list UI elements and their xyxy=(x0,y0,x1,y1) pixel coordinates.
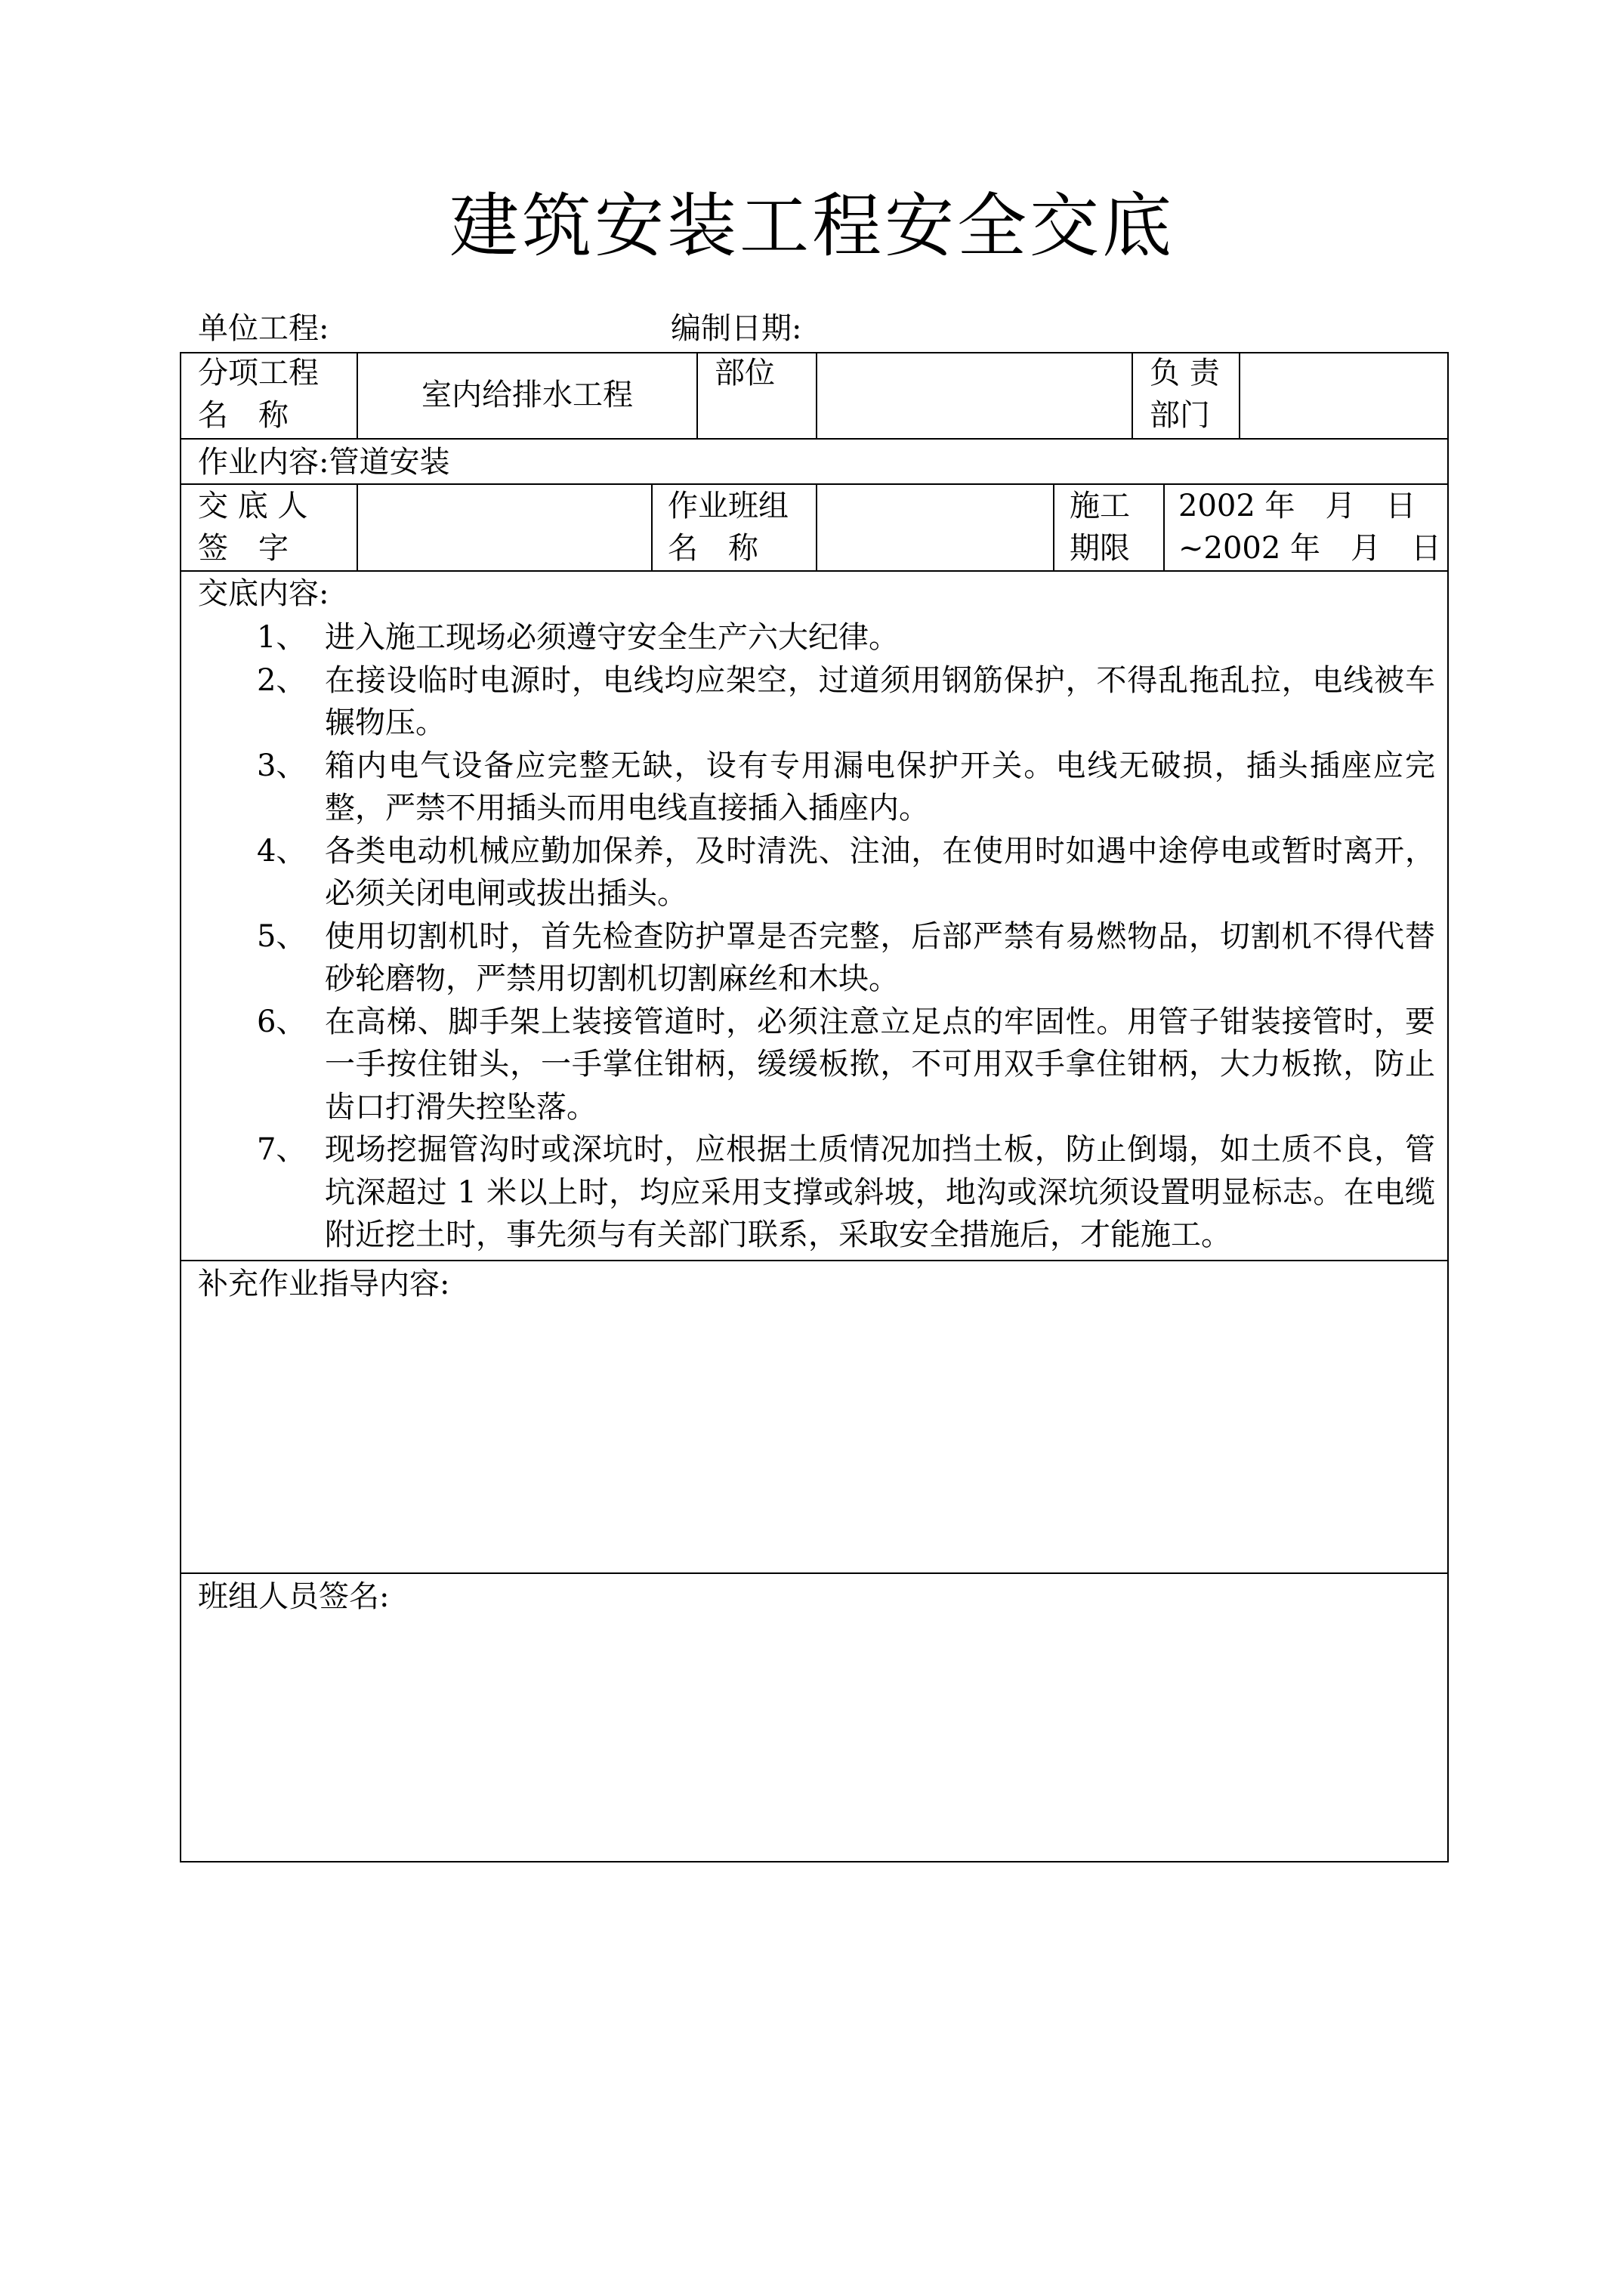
list-item: 1、 进入施工现场必须遵守安全生产六大纪律。 xyxy=(257,620,899,655)
col-divider xyxy=(357,483,358,570)
list-item: 7、 现场挖掘管沟时或深坑时，应根据土质情况加挡土板，防止倒塌，如土质不良，管坑深超过 1 米以上时，均应采用支撑或斜坡，地沟或深坑须设置明显标志。在电缆附近挖土时，事先须与有关部门联系，采取安全措施后，才能施工。 xyxy=(257,1132,1435,1252)
row-divider xyxy=(180,1260,1449,1261)
safety-items-list xyxy=(257,616,1435,1257)
content-label: 交底内容: xyxy=(198,576,329,611)
sub-project-label: 分项工程 名 称 xyxy=(198,356,319,433)
work-content xyxy=(198,441,449,483)
period-value: 2002 年 月 日 ~2002 年 月 日 xyxy=(1178,489,1442,566)
supplement-label: 补充作业指导内容: xyxy=(198,1267,450,1301)
dept-label: 负 责 部门 xyxy=(1150,356,1220,433)
compile-date-label: 编制日期: xyxy=(671,311,802,346)
location-label: 部位 xyxy=(715,356,775,390)
team-label: 作业班组 名 称 xyxy=(668,489,789,566)
list-item: 2、 在接设临时电源时，电线均应架空，过道须用钢筋保护，不得乱拖乱拉，电线被车辗物压。 xyxy=(257,662,1435,740)
list-item: 3、 箱内电气设备应完整无缺，设有专用漏电保护开关。电线无破损，插头插座应完整，严禁不用插头而用电线直接插入插座内。 xyxy=(257,748,1435,826)
col-divider xyxy=(1163,483,1165,570)
unit-project-label: 单位工程: xyxy=(198,311,329,346)
handover-label: 交 底 人 签 字 xyxy=(198,489,308,566)
col-divider xyxy=(1053,483,1054,570)
work-content-label: 作业内容: xyxy=(198,445,329,480)
signatures-label: 班组人员签名: xyxy=(198,1579,390,1614)
document-title: 建筑安装工程安全交底 xyxy=(449,186,1175,267)
sub-project-value: 室内给排水工程 xyxy=(421,378,633,412)
row-divider xyxy=(180,438,1449,440)
list-item: 5、 使用切割机时，首先检查防护罩是否完整，后部严禁有易燃物品，切割机不得代替砂轮磨物，严禁用切割机切割麻丝和木块。 xyxy=(257,918,1435,996)
row-divider xyxy=(180,570,1449,572)
col-divider xyxy=(816,352,817,438)
work-content-value: 管道安装 xyxy=(329,445,450,480)
period-label: 施工 期限 xyxy=(1070,489,1130,566)
row-divider xyxy=(180,1572,1449,1574)
list-item: 4、 各类电动机械应勤加保养，及时清洗、注油，在使用时如遇中途停电或暂时离开，必须关闭电闸或拔出插头。 xyxy=(257,833,1435,911)
list-item: 6、 在高梯、脚手架上装接管道时，必须注意立足点的牢固性。用管子钳装接管时，要一手按住钳头，一手掌住钳柄，缓缓板揿，不可用双手拿住钳柄，大力板揿，防止齿口打滑失控坠落。 xyxy=(257,1004,1435,1125)
col-divider xyxy=(816,483,817,570)
col-divider xyxy=(651,483,653,570)
col-divider xyxy=(696,352,698,438)
col-divider xyxy=(1132,352,1133,438)
col-divider xyxy=(1239,352,1240,438)
